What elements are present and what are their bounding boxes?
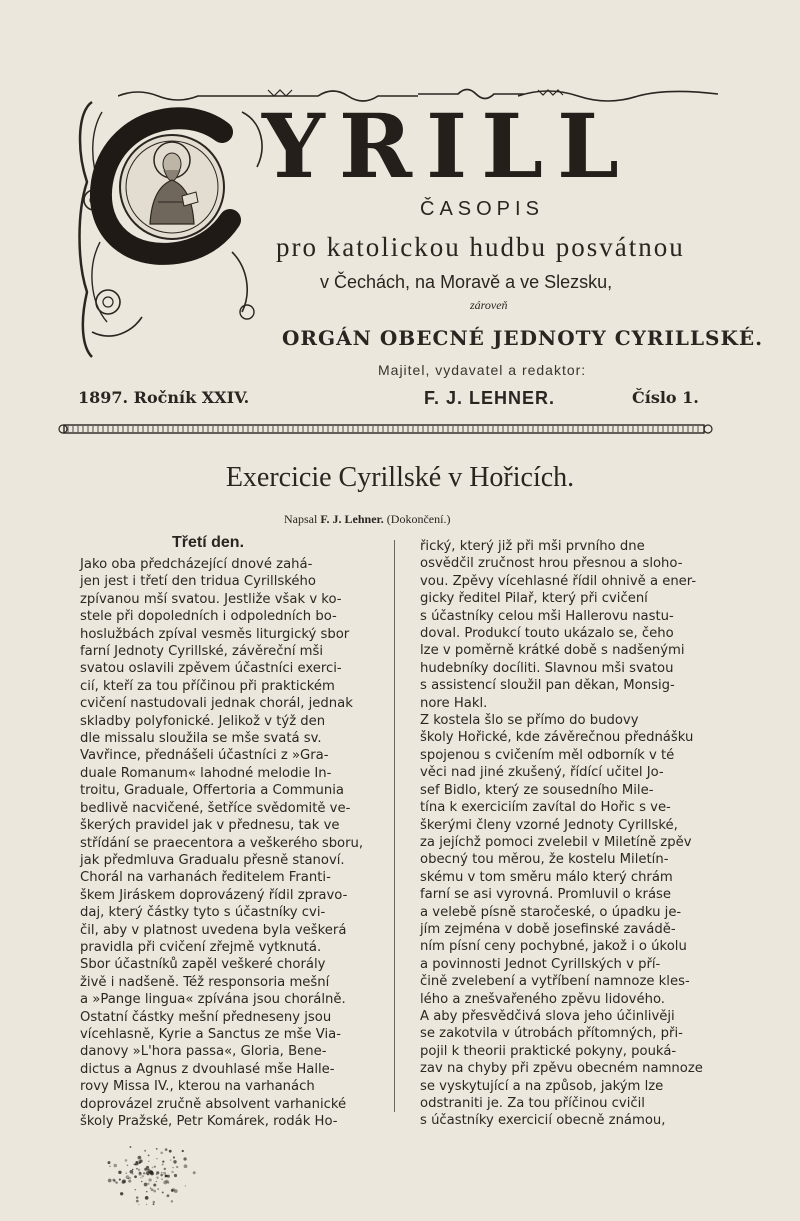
text-line: dle missalu sloužila se mše svatá sv. [80, 731, 322, 747]
text-line: odstraniti je. Za tou příčinou cvičil [420, 1096, 645, 1111]
text-line: bedlivě nacvičené, šetříce svědomitě ve- [80, 800, 351, 816]
text-line: tína k exerciciím zavítal do Hořic s ve- [420, 800, 671, 816]
text-line: školy Hořické, kde závěrečnou přednášku [420, 730, 694, 746]
byline-suffix: (Dokončení.) [386, 512, 451, 526]
text-line: nore Hakl. [420, 695, 488, 711]
organ-heading: ORGÁN OBECNÉ JEDNOTY CYRILLSKÉ. [282, 326, 764, 350]
column-divider [394, 540, 395, 1112]
text-line: lze v poměrně krátké době s nadšenými [420, 643, 685, 659]
text-line: škerými členy vzorné Jednoty Cyrillské, [420, 817, 678, 833]
text-line: s účastníky celou mši Hallerovu nastu- [420, 608, 674, 624]
text-line: cií, kteří za tou příčinou při praktickém [80, 678, 335, 694]
text-column-left [80, 556, 376, 1130]
text-line: jak předmluva Gradualu přesně stanoví. [80, 852, 345, 868]
text-line: spojenou s cvičením měl odborník v té [420, 747, 675, 763]
text-line: pojil k theorii praktické pokyny, pouká- [420, 1043, 677, 1059]
text-line: s assistencí sloužil pan děkan, Monsig- [420, 678, 675, 694]
text-line: za jejíchž pomoci zvelebil v Miletíně zpěv [420, 834, 692, 850]
text-line: jím zejména v době josefinské zavádě- [420, 921, 676, 937]
text-line: svatou oslavili zpěvem účastníci exerci- [80, 661, 342, 677]
text-line: skému v tom směru málo který chrám [420, 869, 673, 885]
text-line: farní Jednoty Cyrillské, závěreční mši [80, 644, 324, 660]
byline [284, 512, 704, 527]
byline-prefix: Napsal [284, 512, 318, 526]
subtitle-main: pro katolickou hudbu posvátnou [276, 232, 685, 262]
text-line: zpívanou mší svatou. Jestliže však v ko- [80, 591, 342, 607]
text-line: cvičení nastudovali jednak chorál, jednak [80, 696, 353, 712]
text-line: farní se asi vyrovná. Promluvil o kráse [420, 887, 672, 903]
text-line: se vyskytující a na způsob, jakým lze [420, 1078, 664, 1094]
text-line: zav na chyby při zpěvu obecném namnoze [420, 1061, 703, 1077]
text-column-right [420, 538, 716, 1130]
text-line: osvědčil zručnost hrou přesnou a sloho- [420, 556, 683, 572]
text-line: pravidla při cvičení zřejmě vytknutá. [80, 939, 322, 955]
issue-number: Číslo 1. [632, 388, 699, 407]
text-line: čil, aby v platnost uvedena byla veškerá [80, 922, 347, 938]
text-line: rovy Missa IV., kterou na varhanách [80, 1079, 315, 1095]
subtitle-also: zároveň [470, 298, 508, 312]
text-line: a povinnosti Jednot Cyrillských v pří- [420, 956, 661, 972]
text-line: Jako oba předcházející dnové zahá- [80, 557, 313, 572]
text-line: vou. Zpěvy vícehlasné řídil ohnivě a ener- [420, 573, 697, 589]
text-line: jen jest i třetí den tridua Cyrillského [80, 574, 316, 590]
subtitle-region: v Čechách, na Moravě a ve Slezsku, [320, 272, 613, 292]
text-line: doprovázel zručně absolvent varhanické [80, 1096, 347, 1112]
text-line: sef Bidlo, který ze sousedního Mile- [420, 782, 654, 798]
text-line: hoslužbách zpíval vesměs liturgický sbor [80, 626, 350, 642]
section-title: Třetí den. [172, 534, 245, 551]
ink-stamp-mark [96, 1132, 206, 1212]
text-line: střídání se praecentora a veškerého sboru, [80, 835, 364, 851]
decorated-initial-c [72, 92, 272, 362]
text-line: gicky ředitel Pilař, který při cvičení [420, 591, 648, 607]
article-title: Exercicie Cyrillské v Hořicích. [225, 462, 575, 493]
text-line: daj, který částky tyto s účastníky cvi- [80, 905, 326, 921]
text-line: duale Romanum« lahodné melodie In- [80, 765, 332, 781]
text-line: školy Pražské, Petr Komárek, rodák Ho- [80, 1114, 338, 1129]
text-line: živě i nadšeně. Též responsoria mešní [80, 974, 330, 990]
text-line: s účastníky exercicií obecně známou, [420, 1113, 666, 1129]
owner-label: Majitel, vydavatel a redaktor: [378, 362, 587, 378]
ornamental-rule [58, 422, 714, 436]
text-line: věci nad jiné zkušený, řídící učitel Jo- [420, 765, 664, 781]
text-line: vícehlasně, Kyrie a Sanctus ze mše Via- [80, 1026, 341, 1042]
text-line: se zakotvila v útrobách přítomných, při- [420, 1026, 683, 1042]
text-line: skladby polyfonické. Jelikož v týž den [80, 713, 326, 729]
byline-author: F. J. Lehner. [320, 512, 384, 526]
text-line: ním písní ceny pochybné, jakož i o úkolu [420, 939, 687, 955]
text-line: škem Jiráskem doprovázený řídil zpravo- [80, 887, 348, 903]
subtitle-casopis: ČASOPIS [420, 198, 544, 220]
text-line: Z kostela šlo se přímo do budovy [420, 713, 639, 729]
text-line: dictus a Agnus z dvouhlasé mše Halle- [80, 1061, 335, 1077]
text-line: Ostatní částky mešní předneseny jsou [80, 1009, 332, 1025]
text-line: a velebě písně staročeské, o úpadku je- [420, 904, 682, 920]
text-line: lého a znešvařeného zpěvu lidového. [420, 991, 665, 1007]
text-line: Vavřince, přednášeli účastníci z »Gra- [80, 748, 329, 764]
text-line: a »Pange lingua« zpívána jsou chorálně. [80, 992, 346, 1008]
text-line: doval. Produkcí touto ukázalo se, čeho [420, 626, 674, 642]
text-line: A aby přesvědčivá slova jeho účinlivěji [420, 1008, 675, 1024]
editor-name: F. J. LEHNER. [424, 388, 556, 408]
text-line: škerých pravidel jak v přednesu, tak ve [80, 818, 340, 834]
year-volume: 1897. Ročník XXIV. [78, 388, 250, 407]
text-line: danovy »L'hora passa«, Gloria, Bene- [80, 1044, 327, 1060]
text-line: stele při dopoledních i odpoledních bo- [80, 609, 337, 625]
text-line: Chorál na varhanách ředitelem Franti- [80, 870, 331, 886]
text-line: troitu, Graduale, Offertoria a Communia [80, 783, 344, 799]
text-line: hudebníky docíliti. Slavnou mši svatou [420, 660, 674, 676]
journal-title: YRILL [262, 94, 633, 198]
text-line: čině zvelebení a vytříbení namnoze kles- [420, 974, 690, 990]
text-line: Sbor účastníků zapěl veškeré chorály [80, 957, 326, 973]
text-line: řický, který již při mši prvního dne [420, 539, 645, 554]
text-line: obecný tou měrou, že kostelu Miletín- [420, 852, 669, 868]
